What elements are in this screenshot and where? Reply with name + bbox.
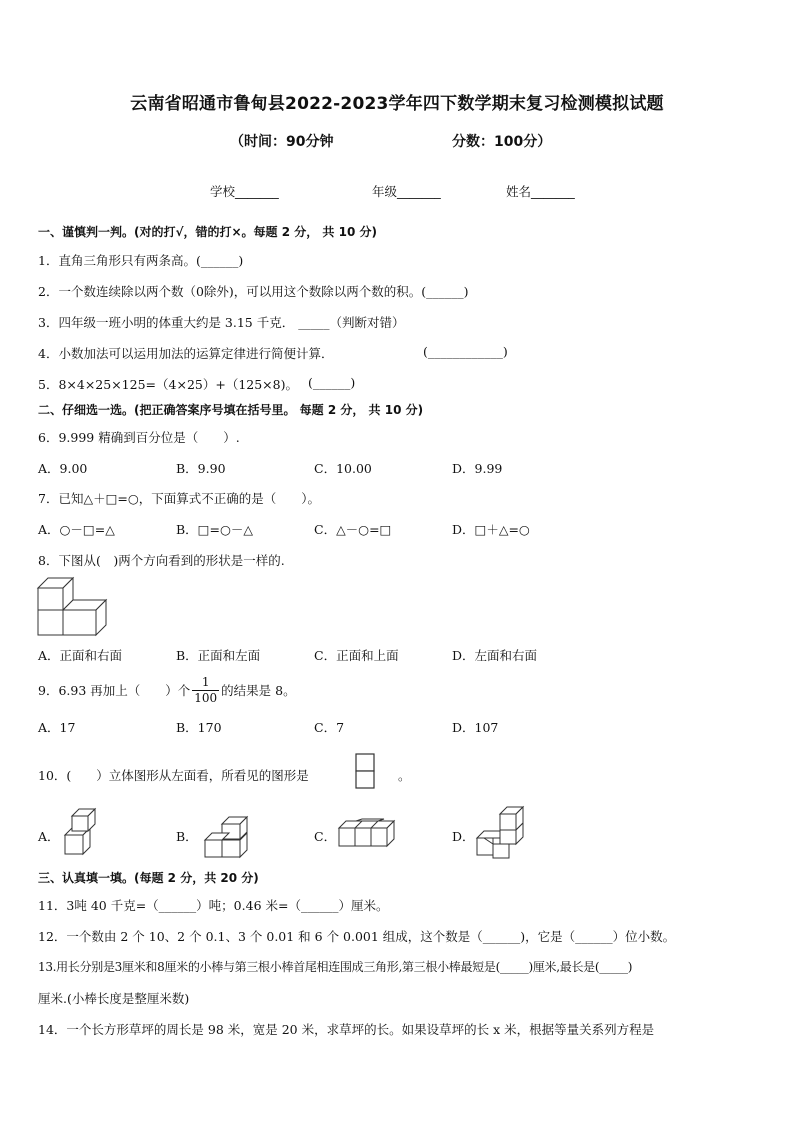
question-12: 12．一个数由 2 个 10、2 个 0.1、3 个 0.01 和 6 个 0.001 组成，这个数是（______)，它是（______）位小数。	[38, 929, 676, 944]
question-7: 7．已知△＋□=○，下面算式不正确的是（ ）。	[38, 491, 321, 506]
question-6: 6．9.999 精确到百分位是（ ）.	[38, 430, 240, 445]
section3-heading: 三、认真填一填。(每题 2 分，共 20 分)	[38, 871, 259, 885]
q9-option-b: B．170	[176, 720, 222, 735]
question-8: 8．下图从( )两个方向看到的形状是一样的.	[38, 553, 285, 568]
question-1: 1．直角三角形只有两条高。(______)	[38, 253, 244, 268]
question-10: 10．( ）立体图形从左面看，所看见的图形是	[38, 768, 309, 783]
question-9	[38, 672, 296, 708]
q6-option-d: D．9.99	[452, 461, 503, 476]
q10-option-c: C．	[314, 829, 337, 844]
exam-title: 云南省昭通市鲁甸县2022-2023学年四下数学期末复习检测模拟试题	[130, 94, 664, 114]
question-5: 5．8×4×25×125=（4×25）+（125×8)。	[38, 377, 298, 392]
q6-option-c: C．10.00	[314, 461, 372, 476]
q9-prefix: 9．6.93 再加上（ ）个	[38, 683, 191, 698]
q9-fraction	[192, 675, 219, 706]
q9-option-d: D．107	[452, 720, 499, 735]
question-10-end: 。	[398, 768, 411, 783]
question-13-line1: 13.用长分别是3厘米和8厘米的小棒与第三根小棒首尾相连围成三角形,第三根小棒最短是(_____)厘米,最长是(_____)	[38, 960, 633, 974]
q9-suffix: 的结果是 8。	[221, 683, 296, 698]
q9-fraction-numerator: 1	[192, 675, 219, 691]
q8-cubes-figure	[36, 576, 110, 638]
q7-option-b: B．□=○－△	[176, 522, 253, 537]
question-4: 4．小数加法可以运用加法的运算定律进行简便计算．	[38, 346, 334, 361]
school-field: 学校_______	[210, 184, 279, 199]
question-3: 3．四年级一班小明的体重大约是 3.15 千克． _____（判断对错）	[38, 315, 405, 330]
q7-option-d: D．□＋△=○	[452, 522, 530, 537]
exam-time: （时间：90分钟	[230, 134, 334, 150]
q7-option-c: C．△－○=□	[314, 522, 392, 537]
q7-option-a: A．○－□=△	[38, 522, 115, 537]
q8-option-c: C．正面和上面	[314, 648, 399, 663]
q10-option-d-cubes	[476, 806, 526, 860]
q9-fraction-denominator: 100	[194, 690, 218, 705]
q10-option-b-cubes	[204, 816, 248, 858]
q10-option-b: B．	[176, 829, 198, 844]
q8-option-b: B．正面和左面	[176, 648, 261, 663]
q8-option-a: A．正面和右面	[38, 648, 123, 663]
question-4-blank: (____________)	[423, 344, 508, 359]
name-field: 姓名_______	[506, 184, 575, 199]
q6-option-b: B．9.90	[176, 461, 226, 476]
q8-option-d: D．左面和右面	[452, 648, 538, 663]
exam-score: 分数：100分）	[452, 134, 552, 150]
q10-option-d: D．	[452, 829, 475, 844]
question-2: 2．一个数连续除以两个数（0除外)，可以用这个数除以两个数的积。(______)	[38, 284, 469, 299]
q10-option-a-cubes	[64, 808, 96, 856]
q10-option-c-cubes	[338, 818, 396, 848]
q9-option-c: C．7	[314, 720, 345, 735]
section1-heading: 一、谨慎判一判。(对的打√，错的打×。每题 2 分， 共 10 分)	[38, 225, 377, 239]
q10-left-view-figure	[355, 753, 375, 789]
question-11: 11．3吨 40 千克=（______）吨；0.46 米=（______）厘米。	[38, 898, 389, 913]
question-5-blank: (______)	[308, 375, 356, 390]
q6-option-a: A．9.00	[38, 461, 88, 476]
question-13-line2: 厘米.(小棒长度是整厘米数)	[38, 991, 190, 1006]
q10-option-a: A．	[38, 829, 60, 844]
q9-option-a: A．17	[38, 720, 76, 735]
section2-heading: 二、仔细选一选。(把正确答案序号填在括号里。 每题 2 分， 共 10 分)	[38, 403, 424, 417]
question-14: 14．一个长方形草坪的周长是 98 米，宽是 20 米，求草坪的长。如果设草坪的长 x 米，根据等量关系列方程是	[38, 1022, 655, 1037]
grade-field: 年级_______	[372, 184, 441, 199]
